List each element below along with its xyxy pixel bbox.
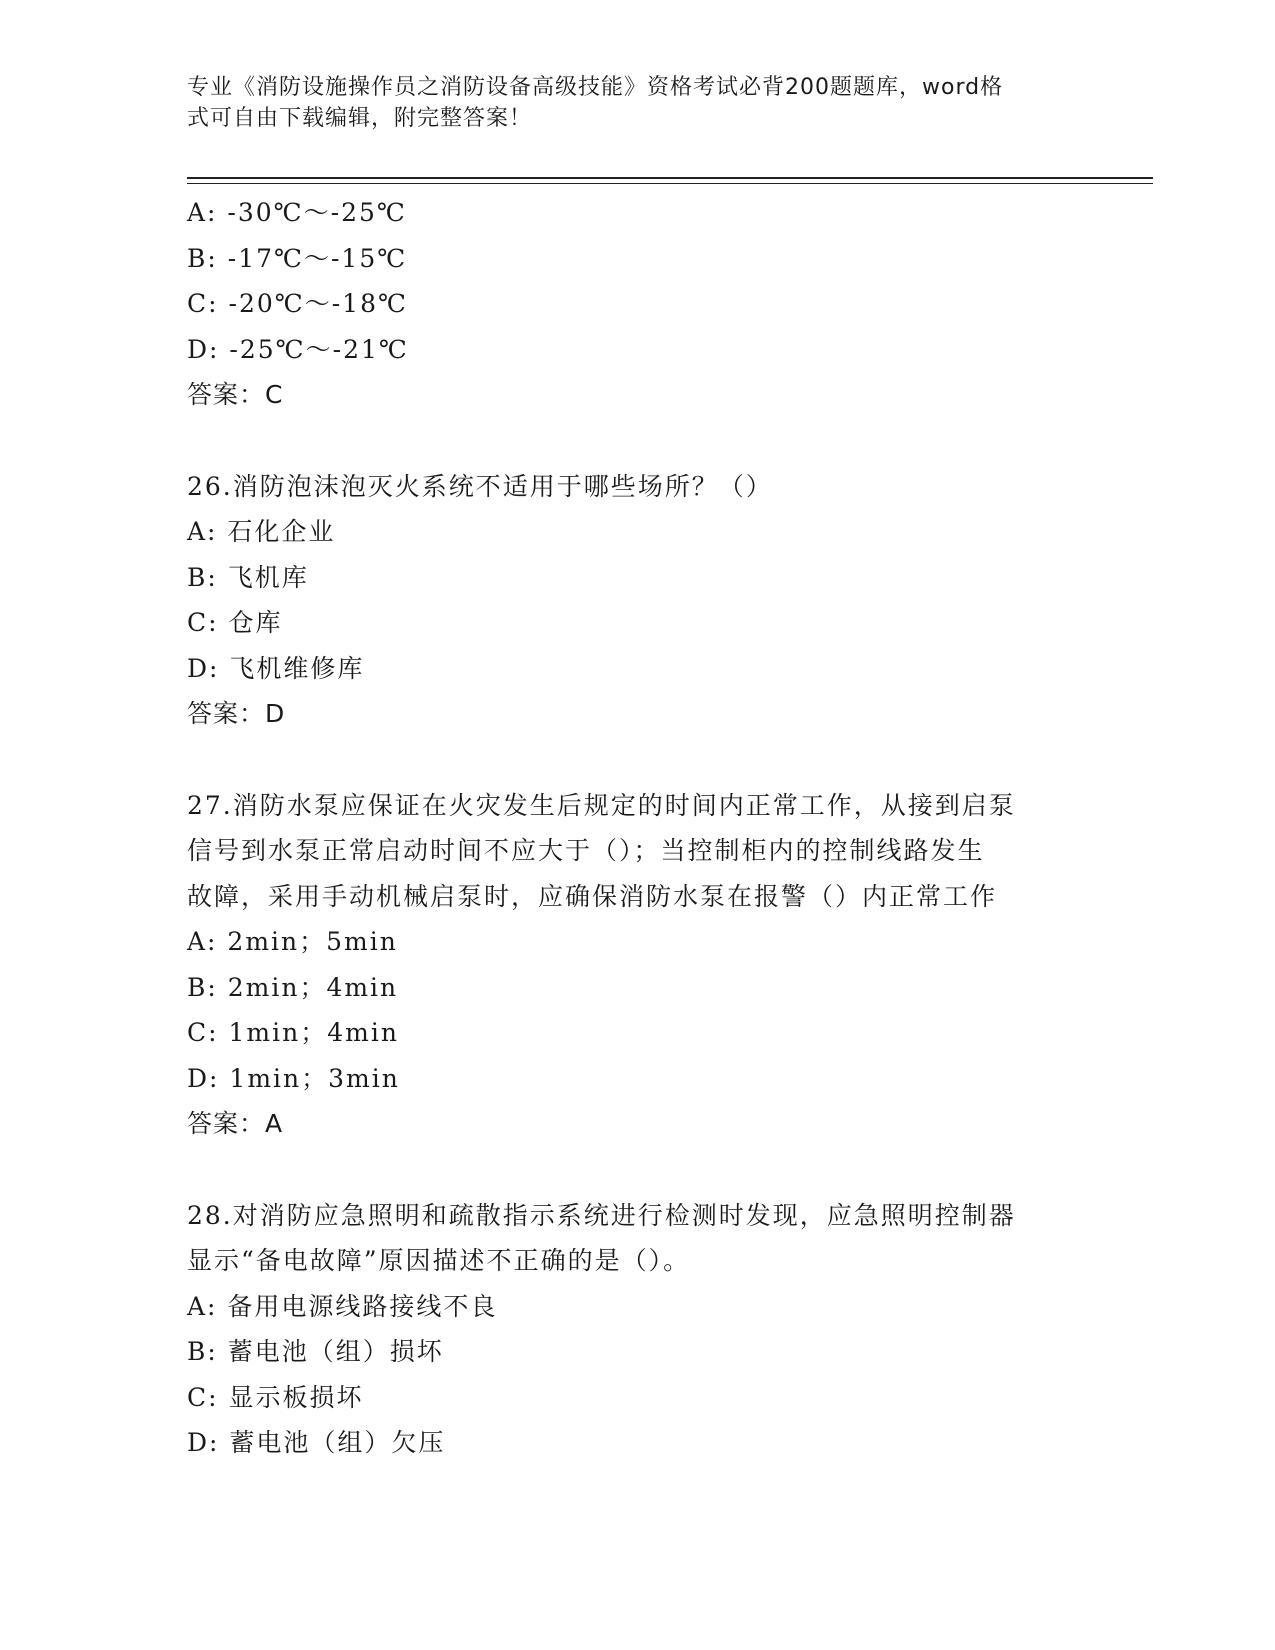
- option-a: A: -30℃～-25℃: [187, 198, 407, 227]
- option-c: C: -20℃～-18℃: [187, 289, 408, 318]
- spacer: [187, 737, 1087, 783]
- option-c: C: 显示板损坏: [187, 1382, 364, 1412]
- option-c: C: 1min；4min: [187, 1018, 399, 1047]
- question-stem-line-1: 27.消防水泵应保证在火灾发生后规定的时间内正常工作，从接到启泵: [187, 790, 1016, 820]
- question-list: [187, 190, 1087, 1466]
- answer-line: 答案：D: [187, 699, 286, 728]
- question-stem: 26.消防泡沫泡灭火系统不适用于哪些场所？（）: [187, 471, 773, 501]
- question-28: [187, 1193, 1087, 1466]
- spacer: [187, 418, 1087, 464]
- option-c: C: 仓库: [187, 608, 283, 637]
- option-a: A: 备用电源线路接线不良: [187, 1291, 498, 1321]
- answer-line: 答案：C: [187, 380, 284, 409]
- question-stem-line-3: 故障，采用手动机械启泵时，应确保消防水泵在报警（）内正常工作: [187, 881, 998, 911]
- answer-line: 答案：A: [187, 1109, 284, 1138]
- option-b: B: -17℃～-15℃: [187, 243, 408, 273]
- option-a: A: 2min；5min: [187, 927, 398, 956]
- option-d: D: 1min；3min: [187, 1063, 400, 1093]
- question-stem-line-2: 显示“备电故障”原因描述不正确的是（）。: [187, 1246, 691, 1275]
- document-header: [187, 72, 1067, 134]
- option-d: D: 蓄电池（组）欠压: [187, 1428, 446, 1457]
- header-divider-thin: [187, 183, 1153, 184]
- option-d: D: -25℃～-21℃: [187, 334, 409, 364]
- question-26: [187, 464, 1087, 737]
- question-27: [187, 783, 1087, 1147]
- header-line-1: 专业《消防设施操作员之消防设备高级技能》资格考试必背200题题库，word格: [187, 75, 1004, 100]
- option-a: A: 石化企业: [187, 517, 336, 546]
- option-b: B: 2min；4min: [187, 972, 399, 1002]
- option-b: B: 飞机库: [187, 562, 309, 592]
- question-stem-line-1: 28.对消防应急照明和疏散指示系统进行检测时发现，应急照明控制器: [187, 1200, 1016, 1230]
- option-b: B: 蓄电池（组）损坏: [187, 1337, 444, 1366]
- question-25: [187, 190, 1087, 418]
- spacer: [187, 1147, 1087, 1193]
- header-divider-thick: [187, 177, 1153, 179]
- option-d: D: 飞机维修库: [187, 653, 365, 683]
- header-line-2: 式可自由下载编辑，附完整答案！: [187, 106, 533, 131]
- question-stem-line-2: 信号到水泵正常启动时间不应大于（）；当控制柜内的控制线路发生: [187, 836, 985, 865]
